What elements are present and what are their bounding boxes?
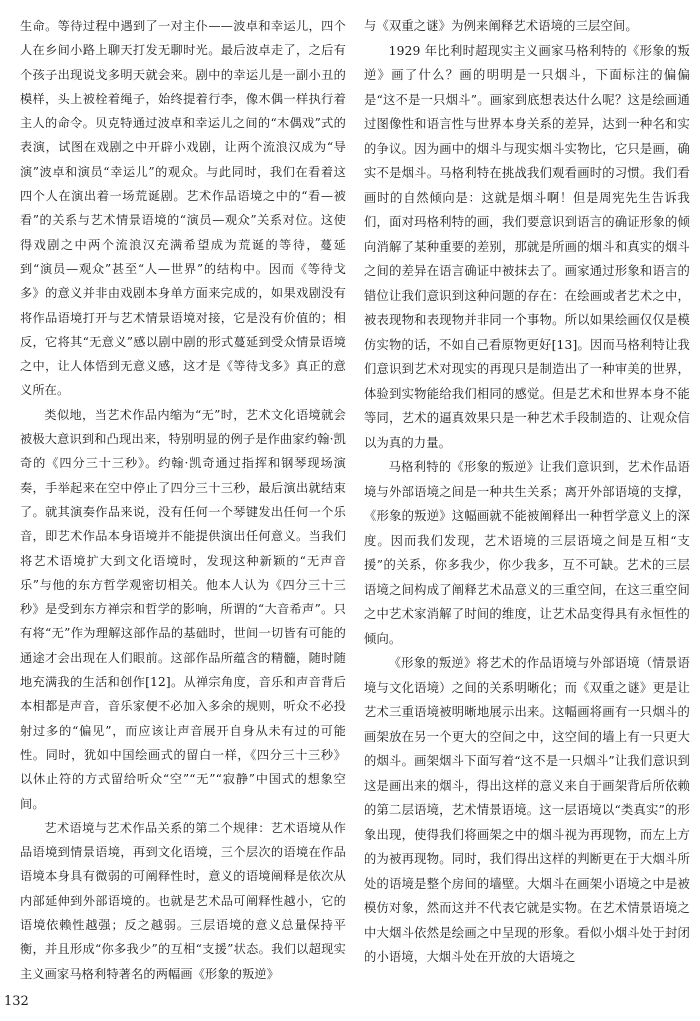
body-paragraph: 类似地，当艺术作品内缩为“无”时，艺术文化语境就会被极大意识到和凸现出来，特别明显的例子是作曲家约翰·凯奇的《四分三十三秒》。约翰·凯奇通过指挥和钢琴现场演奏，手举起来在空中停止了四分三十三秒，最后演出就结束了。就其演奏作品来说，没有任何一个琴键发出任何一个乐音，即艺术作品本身语境并不能提供演出任何意义。当我们将艺术语境扩大到文化语境时，发现这种新颖的“无声音乐”与他的东方哲学观密切相关。他本人认为《四分三十三秒》是受到东方禅宗和哲学的影响，所谓的“大音希声”。只有将“无”作为理解这部作品的基础时，世间一切皆有可能的通途才会出现在人们眼前。这部作品所蕴含的精髓，随时随地充满我的生活和创作[12]。从禅宗角度，音乐和声音背后本相都是声音，音乐家便不必加入多余的规则，听众不必投射过多的“偏见”，而应该让声音展开自身从未有过的可能性。同时，犹如中国绘画式的留白一样，《四分三十三秒》以休止符的方式留给听众“空”“无”“寂静”中国式的想象空间。	[20, 407, 346, 811]
body-paragraph: 艺术语境与艺术作品关系的第二个规律：艺术语境从作品语境到情景语境，再到文化语境，三个层次的语境在作品语境本身具有微弱的可阐释性时，意义的语境阐释是依次从内部延伸到外部语境的。也就是艺术品可阐释性越小，它的语境依赖性越强；反之越弱。三层语境的意义总量保持平衡，并且形成“你多我少”的互相“支援”状态。我们以超现实主义画家马格利特著名的两幅画《形象的叛逆》	[20, 820, 346, 981]
page-number: 132	[4, 994, 29, 1009]
body-paragraph: 1929 年比利时超现实主义画家马格利特的《形象的叛逆》画了什么？画的明明是一只烟斗，下面标注的偏偏是“这不是一只烟斗”。画家到底想表达什么呢？这是绘画通过图像性和语言性与世界本身关系的差异，达到一种名和实的争议。因为画中的烟斗与现实烟斗实物比，它只是画，确实不是烟斗。马格利特在挑战我们观看画时的习惯。我们看画时的自然倾向是：这就是烟斗啊！但是周宪先生告诉我们，面对玛格利特的画，我们要意识到语言的确证形象的倾向消解了某种重要的差别，那就是所画的烟斗和真实的烟斗之间的差异在语言确证中被抹去了。画家通过形象和语言的错位让我们意识到这种问题的存在：在绘画或者艺术之中，被表现物和表现物并非同一个事物。所以如果绘画仅仅是模仿实物的话，不如自己看原物更好[13]。因而马格利特让我们意识到艺术对现实的再现只是制造出了一种审美的世界，体验到实物能给我们相同的感觉。但是艺术和世界本身不能等同，艺术的逼真效果只是一种艺术手段制造的、让观众信以为真的力量。	[364, 43, 690, 450]
left-column	[20, 14, 346, 986]
right-column	[364, 14, 690, 970]
body-paragraph: 与《双重之谜》为例来阐释艺术语境的三层空间。	[364, 19, 638, 33]
body-paragraph: 《形象的叛逆》将艺术的作品语境与外部语境（情景语境与文化语境）之间的关系明晰化；而《双重之谜》更是让艺术三重语境被明晰地展示出来。这幅画将画有一只烟斗的画架放在另一个更大的空间之中，这空间的墙上有一只更大的烟斗。画架烟斗下面写着“这不是一只烟斗”让我们意识到这是画出来的烟斗，得出这样的意义来自于画架背后所依赖的第二层语境，艺术情景语境。这一层语境以“类真实”的形象出现，使得我们将画架之中的烟斗视为再现物，而左上方的为被再现物。同时，我们得出这样的判断更在于大烟斗所处的语境是整个房间的墙壁。大烟斗在画架小语境之中是被模仿对象，然而这并不代表它就是实物。在艺术情景语境之中大烟斗依然是绘画之中呈现的形象。看似小烟斗处于封闭的小语境，大烟斗处在开放的大语境之	[364, 656, 690, 964]
body-paragraph: 马格利特的《形象的叛逆》让我们意识到，艺术作品语境与外部语境之间是一种共生关系；离开外部语境的支撑，《形象的叛逆》这幅画就不能被阐释出一种哲学意义上的深度。因而我们发现，艺术语境的三层语境之间是互相“支援”的关系，你多我少，你少我多，互不可缺。艺术的三层语境之间构成了阐释艺术品意义的三重空间，在这三重空间之中艺术家消解了时间的维度，让艺术品变得具有永恒性的倾向。	[364, 460, 690, 646]
body-paragraph: 生命。等待过程中遇到了一对主仆——波卓和幸运儿，四个人在乡间小路上聊天打发无聊时光。最后波卓走了，之后有个孩子出现说戈多明天就会来。剧中的幸运儿是一副小丑的模样，头上被栓着绳子，始终提着行李，像木偶一样执行着主人的命令。贝克特通过波卓和幸运儿之间的“木偶戏”式的表演，试图在戏剧之中开辟小戏剧，让两个流浪汉成为“导演”波卓和演员“幸运儿”的观众。与此同时，我们在看着这四个人在演出着一场荒诞剧。艺术作品语境之中的“看—被看”的关系与艺术情景语境的“演员—观众”关系对位。这使得戏剧之中两个流浪汉充满希望成为荒诞的等待，蔓延到“演员—观众”甚至“人—世界”的结构中。因而《等待戈多》的意义并非由戏剧本身单方面来完成的，如果戏剧没有将作品语境打开与艺术情景语境对接，它是没有价值的；相反，它将其“无意义”感以剧中剧的形式蔓延到受众情景语境之中，让人体悟到无意义感，这才是《等待戈多》真正的意义所在。	[20, 19, 346, 398]
